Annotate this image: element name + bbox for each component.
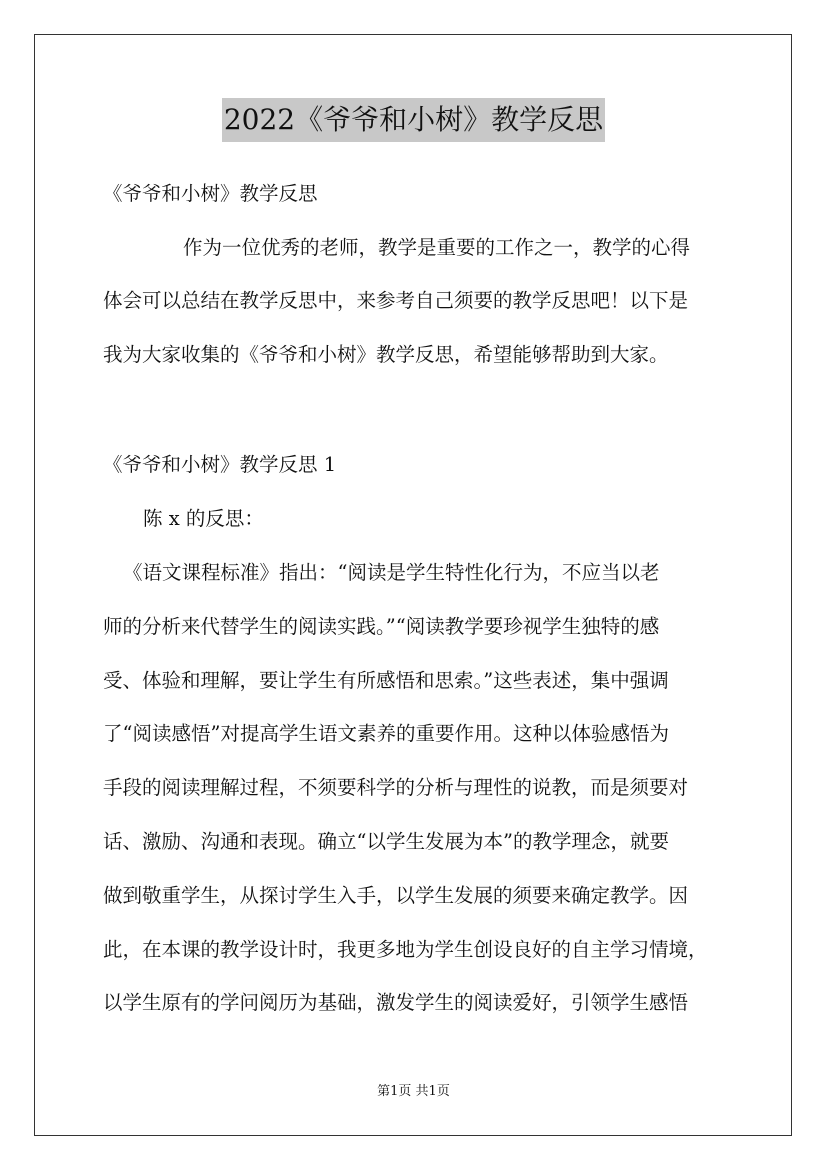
body-line: 受、体验和理解，要让学生有所感悟和思索。”这些表述，集中强调 (103, 669, 669, 692)
section-heading: 《爷爷和小树》教学反思 1 (103, 453, 337, 476)
page-footer: 第1页 共1页 (377, 1084, 450, 1099)
body-line: 话、激励、沟通和表现。确立“以学生发展为本”的教学理念，就要 (103, 830, 669, 853)
body-line: 了“阅读感悟”对提高学生语文素养的重要作用。这种以体验感悟为 (103, 722, 669, 745)
title-container (0, 98, 827, 142)
intro-line: 作为一位优秀的老师，教学是重要的工作之一，教学的心得 (183, 236, 691, 259)
body-line: 手段的阅读理解过程，不须要科学的分析与理性的说教，而是须要对 (103, 776, 689, 799)
document-title: 2022《爷爷和小树》教学反思 (222, 98, 605, 142)
document-subtitle: 《爷爷和小树》教学反思 (103, 182, 318, 205)
intro-line: 我为大家收集的《爷爷和小树》教学反思，希望能够帮助到大家。 (103, 343, 669, 366)
body-line: 以学生原有的学问阅历为基础，激发学生的阅读爱好，引领学生感悟 (103, 991, 689, 1014)
author-line: 陈 x 的反思： (143, 507, 264, 530)
body-line: 《语文课程标准》指出：“阅读是学生特性化行为，不应当以老 (123, 561, 660, 584)
body-line: 师的分析来代替学生的阅读实践。”“阅读教学要珍视学生独特的感 (103, 615, 660, 638)
body-line: 做到敬重学生，从探讨学生入手，以学生发展的须要来确定教学。因 (103, 884, 689, 907)
intro-line: 体会可以总结在教学反思中，来参考自己须要的教学反思吧！以下是 (103, 289, 689, 312)
body-line: 此，在本课的教学设计时，我更多地为学生创设良好的自主学习情境， (103, 938, 708, 961)
